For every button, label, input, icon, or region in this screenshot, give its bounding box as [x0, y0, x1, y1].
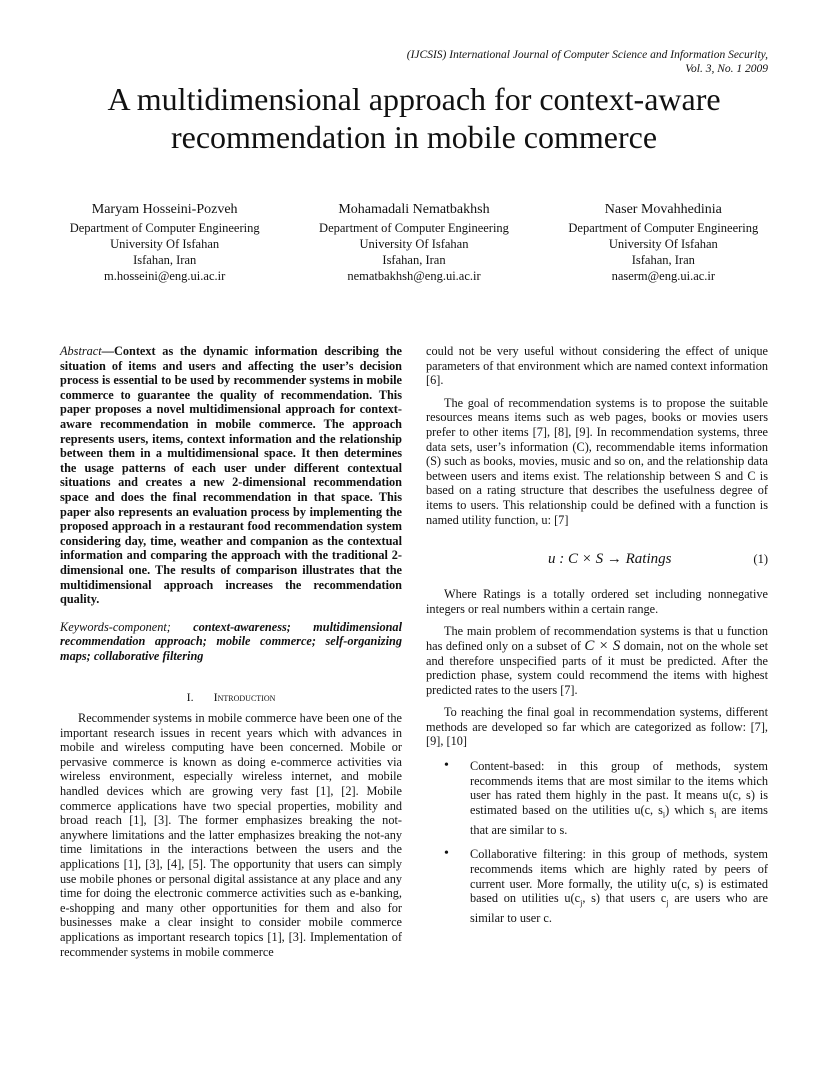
inline-math: C × S [584, 637, 621, 654]
subscript: j [580, 898, 583, 908]
equation-body: u : C × S → Ratings [548, 550, 672, 567]
paragraph-problem [426, 624, 768, 697]
left-column [60, 344, 402, 959]
paragraph-context: could not be very useful without considering the effect of unique parameters of that environment which are named context information [6]. [426, 344, 768, 388]
author-university: University Of Isfahan [359, 237, 469, 251]
title-line-2: recommendation in mobile commerce [170, 119, 658, 155]
author-university: University Of Isfahan [110, 237, 220, 251]
author-email: naserm@eng.ui.ac.ir [611, 269, 716, 283]
text-run: domain, not on the whole set and therefore unspecified parts of it must be predicted. After the prediction phase, system could recommend the items with highest predicted rates to the users [7]. [426, 638, 768, 697]
text-run: ) which s [665, 802, 715, 817]
keywords [60, 620, 402, 664]
subscript: i [662, 810, 666, 820]
equation-utility [426, 544, 768, 574]
author-block [539, 200, 788, 284]
author-city: Isfahan, Iran [631, 253, 695, 267]
author-name: Mohamadali Nematbakhsh [338, 202, 490, 217]
title-line-1: A multidimensional approach for context-aware [107, 81, 721, 117]
section-number: I. [186, 690, 194, 705]
text-run: are users who are similar to user c. [470, 891, 768, 926]
abstract-text: —Context as the dynamic information describing the situation of items and users and affecting the user’s decision process is essential to be used by recommender systems in mobile commerce to guarantee the quality of recommendation. This paper proposes a novel multidimensional approach for context-aware recommendation in mobile commerce. The approach represents users, items, context information and the relationship between them in a multidimensional space. It then determines the usage patterns of each user under different contextual situations and creates a new 2-dimensional recommendation space and does the final recommendation in that space. This paper also represents an evaluation process by implementing the proposed approach in a restaurant food recommendation system considering day, time, weather and companion as the contextual information and comparing the approach with the traditional 2-dimensional one. The results of comparison illustrates that the multidimensional approach increases the recommendation quality. [60, 344, 402, 607]
author-list [40, 200, 788, 284]
author-city: Isfahan, Iran [133, 253, 197, 267]
text-run: are items that are similar to s. [470, 802, 768, 837]
text-run: Content-based: in this group of methods, system recommends items that are most similar to the items which user has rated them highly in the past. It means u(c, s) is estimated based on the utilities u(c, s [470, 759, 768, 817]
subscript: j [666, 898, 669, 908]
abstract [60, 344, 402, 607]
author-email: nematbakhsh@eng.ui.ac.ir [347, 269, 481, 283]
list-item [470, 847, 768, 925]
paper-title [60, 80, 768, 156]
equation-number: (1) [753, 551, 768, 566]
intro-paragraph: Recommender systems in mobile commerce have been one of the important research issues in recent years which with advances in mobile and wireless computing have been concerned. Mobile or pervasive commerce is known as doing e-commerce activities via wireless environment, especially wireless internet, and mobile handled devices which are growing very fast [1], [2]. Mobile commerce applications have two special properties, mobility and broad reach [1], [3]. The former emphasizes breaking the not-anywhere limitations and the latter emphasizes breaking the not-any time limitations in the interactions between the users and the applications [1], [3], [4], [5]. The opportunity that users can simply use mobile phones or personal digital assistance at any place and any time for doing the electronic commerce activities such as e-banking, e-shopping and many other opportunities for them and also for businesses make a clear insight to consider mobile commerce applications as important research topics [1], [3]. Implementation of recommender systems in mobile commerce [60, 711, 402, 959]
author-block [289, 200, 538, 284]
list-item [470, 759, 768, 837]
author-block [40, 200, 289, 284]
paragraph-ratings: Where Ratings is a totally ordered set including nonnegative integers or real numbers within a certain range. [426, 587, 768, 616]
author-university: University Of Isfahan [608, 237, 718, 251]
journal-volume: Vol. 3, No. 1 2009 [685, 63, 768, 75]
keywords-text: context-awareness; multidimensional recommendation approach; mobile commerce; self-organizing maps; collaborative filtering [60, 619, 402, 663]
text-run: The main problem of recommendation systems is that u function has defined only on a subset of [426, 624, 768, 653]
abstract-label: Abstract [60, 344, 102, 358]
journal-header [268, 48, 768, 76]
keywords-label: Keywords-component; [60, 619, 171, 634]
right-column [426, 344, 768, 936]
paragraph-methods: To reaching the final goal in recommendation systems, different methods are developed so far which are categorized as follow: [7], [9], [10] [426, 705, 768, 749]
subscript: i [714, 810, 717, 820]
paragraph-goal: The goal of recommendation systems is to propose the suitable resources means items such as web pages, books or movies users prefer to other items [7], [8], [9]. In recommendation systems, three data sets, user’s information (C), recommendable items information (S) such as books, movies, music and so on, and the relationship data between users and items exist. The relationship between S and C is based on a rating structure that describes the usefulness degree of items to users. This relationship could be defined with a function is named utility function, u: [7] [426, 395, 768, 527]
author-name: Naser Movahhedinia [604, 202, 722, 217]
author-department: Department of Computer Engineering [69, 221, 260, 235]
author-email: m.hosseini@eng.ui.ac.ir [104, 269, 226, 283]
author-department: Department of Computer Engineering [568, 221, 759, 235]
methods-list [426, 759, 768, 926]
author-department: Department of Computer Engineering [319, 221, 509, 235]
author-name: Maryam Hosseini-Pozveh [91, 202, 238, 217]
text-run: , s) that users c [582, 891, 667, 906]
author-city: Isfahan, Iran [382, 253, 446, 267]
section-title: Introduction [213, 690, 276, 705]
text-run: Collaborative filtering: in this group of methods, system recommends items which are highly rated by peers of current user. More formally, the utility u(c, s) is estimated based on utilities u(c [470, 847, 768, 906]
journal-name: (IJCSIS) International Journal of Computer Science and Information Security, [406, 49, 768, 61]
section-heading [60, 690, 402, 705]
